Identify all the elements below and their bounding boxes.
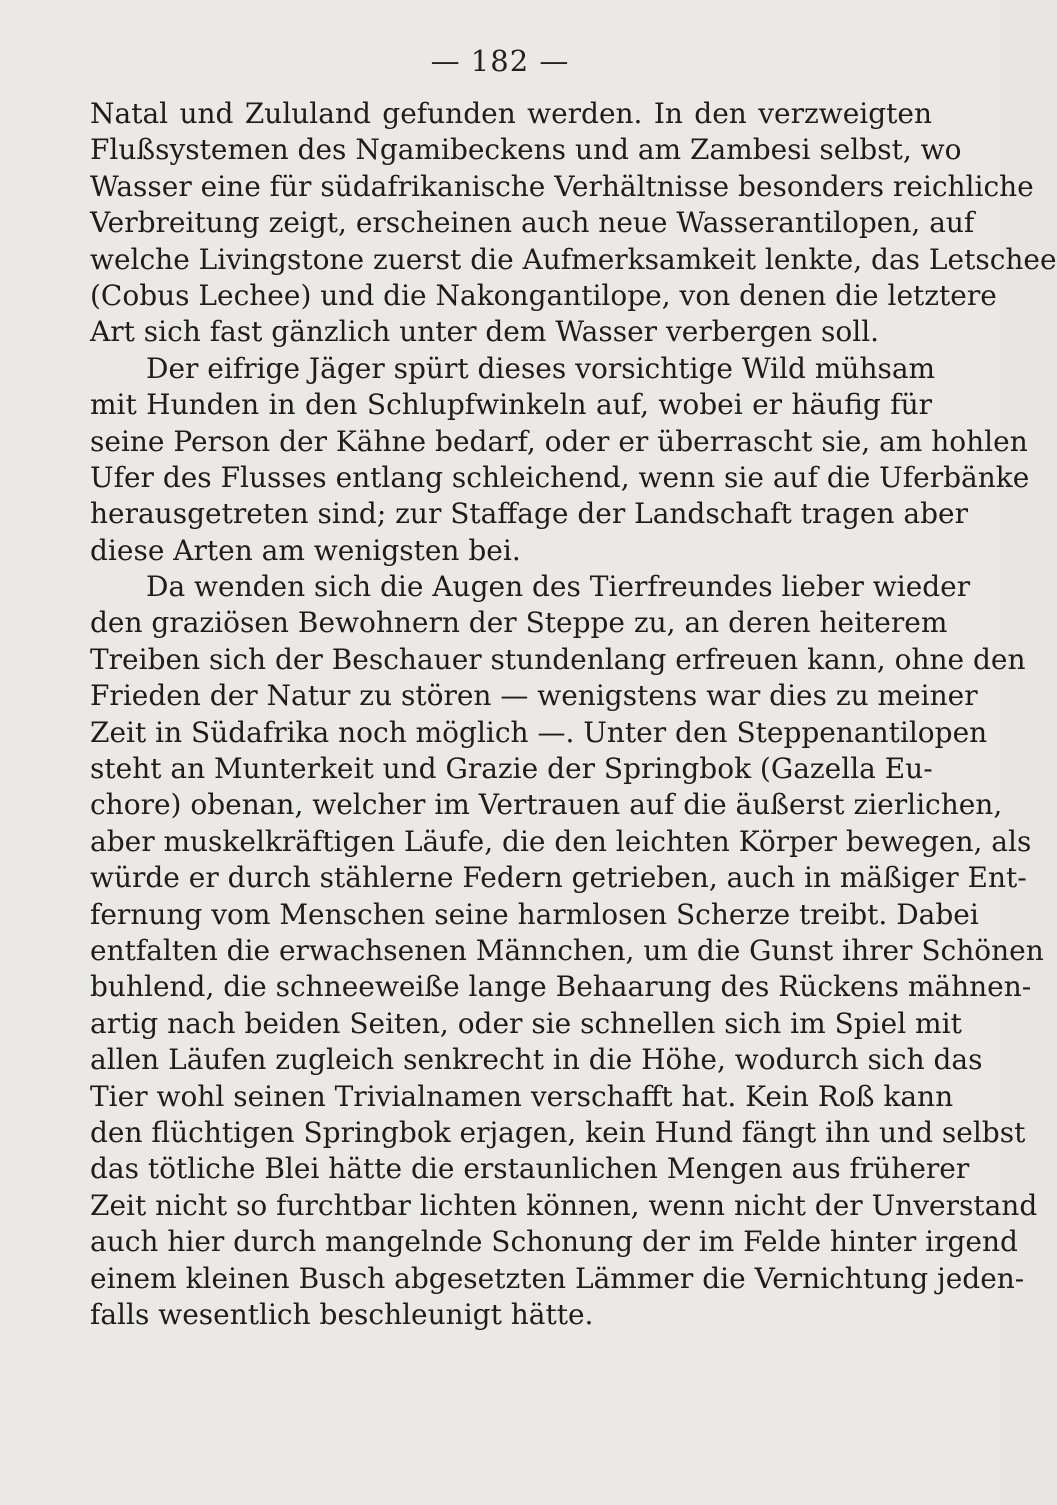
text-line: Zeit in Südafrika noch möglich —. Unter den Steppenantilopen [90,715,988,749]
text-line: Frieden der Natur zu stören — wenigstens war dies zu meiner [90,679,978,713]
text-line: Wasser eine für südafrikanische Verhältnisse besonders reichliche [90,169,1034,203]
text-line: Zeit nicht so furchtbar lichten können, wenn nicht der Unverstand [90,1188,1038,1222]
text-line: falls wesentlich beschleunigt hätte. [90,1297,594,1331]
text-line: chore) obenan, welcher im Vertrauen auf die äußerst zierlichen, [90,788,1003,822]
text-line: Art sich fast gänzlich unter dem Wasser verbergen soll. [90,315,880,349]
text-line: diese Arten am wenigsten bei. [90,533,521,567]
text-line: steht an Munterkeit und Grazie der Springbok (Gazella Eu- [90,752,933,786]
text-line: (Cobus Lechee) und die Nakongantilope, von denen die letztere [90,278,997,312]
text-line: allen Läufen zugleich senkrecht in die Höhe, wodurch sich das [90,1043,983,1077]
text-line: mit Hunden in den Schlupfwinkeln auf, wobei er häufig für [90,388,932,422]
text-line: herausgetreten sind; zur Staffage der Landschaft tragen aber [90,497,968,531]
text-line: den graziösen Bewohnern der Steppe zu, an deren heiterem [90,606,948,640]
text-line: Treiben sich der Beschauer stundenlang erfreuen kann, ohne den [90,642,1026,676]
text-line: Der eifrige Jäger spürt dieses vorsichtige Wild mühsam [146,351,936,385]
text-line: artig nach beiden Seiten, oder sie schnellen sich im Spiel mit [90,1006,962,1040]
text-line: das tötliche Blei hätte die erstaunlichen Mengen aus früherer [90,1152,970,1186]
text-line: würde er durch stählerne Federn getrieben, auch in mäßiger Ent- [90,861,1027,895]
text-line: auch hier durch mangelnde Schonung der im Felde hinter irgend [90,1225,1018,1259]
text-line: buhlend, die schneeweiße lange Behaarung des Rückens mähnen- [90,970,1032,1004]
text-line: Natal und Zululand gefunden werden. In den verzweigten [90,97,932,130]
text-line: Ufer des Flusses entlang schleichend, wenn sie auf die Uferbänke [90,460,1030,494]
text-line: Verbreitung zeigt, erscheinen auch neue Wasserantilopen, auf [90,206,975,240]
text-line: fernung vom Menschen seine harmlosen Scherze treibt. Dabei [90,897,979,931]
text-line: welche Livingstone zuerst die Aufmerksamkeit lenkte, das Letschee [90,242,1057,276]
text-line: entfalten die erwachsenen Männchen, um die Gunst ihrer Schönen [90,933,1044,967]
text-line: Flußsystemen des Ngamibeckens und am Zambesi selbst, wo [90,133,962,167]
body-text [90,96,1057,1333]
text-line: den flüchtigen Springbok erjagen, kein Hund fängt ihn und selbst [90,1115,1026,1149]
text-line: seine Person der Kähne bedarf, oder er überrascht sie, am hohlen [90,424,1028,458]
page-number: — 182 — [430,44,570,78]
text-line: aber muskelkräftigen Läufe, die den leichten Körper bewegen, als [90,824,1032,858]
text-line: einem kleinen Busch abgesetzten Lämmer die Vernichtung jeden- [90,1261,1025,1295]
text-line: Da wenden sich die Augen des Tierfreundes lieber wieder [146,570,971,604]
text-line: Tier wohl seinen Trivialnamen verschafft hat. Kein Roß kann [90,1079,954,1113]
